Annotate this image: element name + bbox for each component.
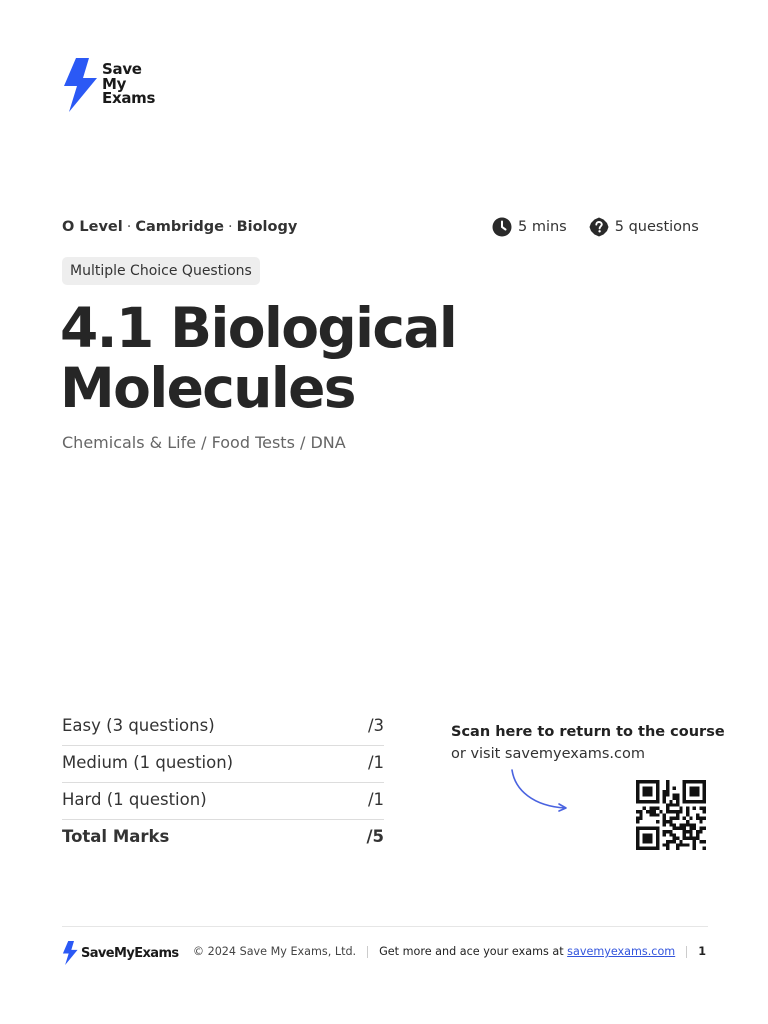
question-count-text: 5 questions	[614, 219, 699, 235]
copyright-text: © 2024 Save My Exams, Ltd.	[192, 945, 357, 958]
breadcrumb-board: Cambridge	[135, 219, 224, 235]
question-icon	[589, 217, 609, 237]
footer-divider	[62, 926, 708, 927]
marks-row-value: /1	[367, 753, 384, 772]
scan-title: Scan here to return to the course	[451, 724, 725, 740]
logo-wordmark	[102, 62, 155, 106]
footer-logo	[62, 940, 179, 966]
footer-wordmark: SaveMyExams	[81, 945, 179, 961]
qr-code[interactable]	[634, 780, 708, 850]
total-marks-value: /5	[366, 827, 384, 846]
page-number: 1	[698, 945, 706, 958]
marks-row-medium	[62, 746, 384, 783]
footer-cta-text: Get more and ace your exams at	[379, 945, 564, 958]
duration-text: 5 mins	[518, 219, 567, 235]
breadcrumb-separator: ·	[126, 219, 132, 235]
marks-row-label: Easy (3 questions)	[62, 716, 215, 735]
logo-line-save: Save	[102, 60, 142, 78]
logo-line-my: My	[102, 74, 127, 93]
marks-row-hard	[62, 783, 384, 820]
marks-row-total	[62, 820, 384, 856]
marks-row-value: /3	[367, 716, 384, 735]
question-count-info	[589, 217, 699, 237]
clock-icon	[492, 217, 512, 237]
marks-table	[62, 709, 384, 856]
marks-row-easy	[62, 709, 384, 746]
total-marks-label: Total Marks	[62, 827, 170, 846]
lightning-bolt-icon	[62, 58, 98, 112]
curved-arrow-icon	[505, 768, 575, 818]
footer-link[interactable]: savemyexams.com	[567, 945, 676, 958]
page-title	[60, 298, 580, 418]
title-line-2: Molecules	[60, 356, 355, 420]
quiz-meta	[492, 217, 699, 237]
marks-row-value: /1	[367, 790, 384, 809]
duration-info	[492, 217, 567, 237]
marks-row-label: Hard (1 question)	[62, 790, 207, 809]
footer-separator	[367, 946, 368, 958]
breadcrumb-subject: Biology	[236, 219, 298, 235]
breadcrumb	[62, 219, 297, 235]
breadcrumb-separator: ·	[227, 219, 233, 235]
footer-separator	[686, 946, 687, 958]
topic-subtitle: Chemicals & Life / Food Tests / DNA	[62, 433, 346, 452]
lightning-bolt-icon	[62, 941, 78, 965]
marks-row-label: Medium (1 question)	[62, 753, 234, 772]
scan-subtitle: or visit savemyexams.com	[451, 746, 645, 762]
question-type-tag: Multiple Choice Questions	[62, 257, 260, 285]
logo-line-exams: Exams	[102, 89, 156, 107]
footer-info	[193, 945, 706, 958]
logo	[62, 58, 172, 112]
title-line-1: 4.1 Biological	[60, 296, 457, 360]
breadcrumb-level: O Level	[62, 219, 123, 235]
